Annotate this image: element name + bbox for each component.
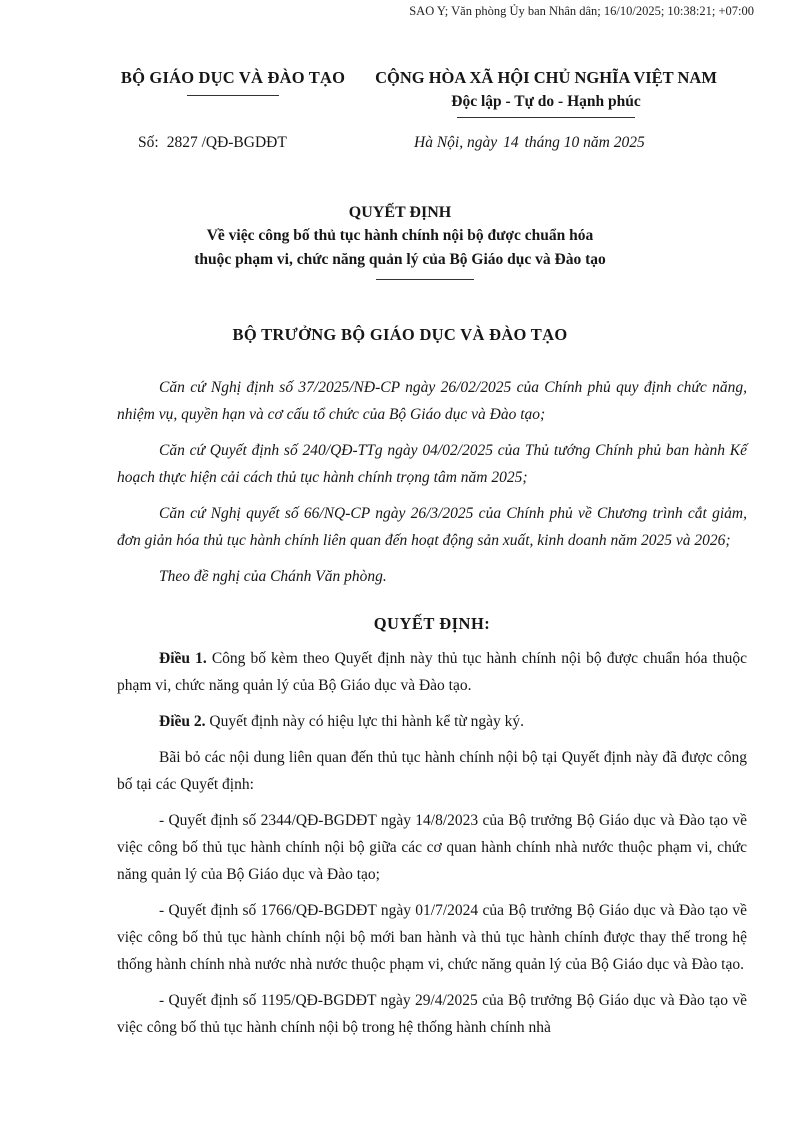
decision-heading: QUYẾT ĐỊNH: [373,614,491,633]
doc-number-value: 2827 [166,134,198,151]
motto-underline [457,117,635,118]
place-date-line [414,134,645,152]
document-type-title: QUYẾT ĐỊNH [348,204,452,221]
digital-copy-stamp: SAO Y; Văn phòng Ủy ban Nhân dân; 16/10/2025; 10:38:21; +07:00 [409,4,754,18]
national-name: CỘNG HÒA XÃ HỘI CHỦ NGHĨA VIỆT NAM [375,68,717,87]
document-body [117,374,747,1050]
article-2-label: Điều 2. [159,713,206,730]
article-1 [117,645,747,699]
legal-basis-1: Căn cứ Nghị định số 37/2025/NĐ-CP ngày 26/02/2025 của Chính phủ quy định chức năng, nhiệm vụ, quyền hạn và cơ cấu tổ chức của Bộ Giáo dục và Đào tạo; [117,379,747,423]
abolished-decision-1: - Quyết định số 2344/QĐ-BGDĐT ngày 14/8/2023 của Bộ trưởng Bộ Giáo dục và Đào tạo về việc công bố thủ tục hành chính nội bộ giữa các cơ quan hành chính nhà nước thuộc phạm vi, chức năng quản lý của Bộ Giáo dục và Đào tạo; [117,812,747,883]
subject-underline [376,279,474,280]
article-1-label: Điều 1. [159,650,207,667]
article-2-text: Quyết định này có hiệu lực thi hành kể từ ngày ký. [209,713,525,730]
doc-number-label: Số: [138,134,159,151]
date-rest: tháng 10 năm 2025 [524,134,645,151]
date-day: 14 [503,134,519,151]
article-2 [117,708,747,735]
issuing-agency-block [108,68,358,96]
national-motto: Độc lập - Tự do - Hạnh phúc [451,93,641,110]
issuing-agency-name: BỘ GIÁO DỤC VÀ ĐÀO TẠO [120,68,346,87]
national-heading-block [356,68,736,118]
document-number [138,134,287,152]
legal-basis-2: Căn cứ Quyết định số 240/QĐ-TTg ngày 04/02/2025 của Thủ tướng Chính phủ ban hành Kế hoạch thực hiện cải cách thủ tục hành chính trọng tâm năm 2025; [117,442,747,486]
agency-underline [187,95,279,96]
subject-line-2: thuộc phạm vi, chức năng quản lý của Bộ Giáo dục và Đào tạo [194,251,606,268]
subject-line-1: Về việc công bố thủ tục hành chính nội bộ được chuẩn hóa [206,227,594,244]
document-subject [0,224,800,272]
abolished-decision-2: - Quyết định số 1766/QĐ-BGDĐT ngày 01/7/2024 của Bộ trưởng Bộ Giáo dục và Đào tạo về việc công bố thủ tục hành chính nội bộ mới ban hành và thủ tục hành chính được thay thế trong hệ thống hành chính nhà nước nhà nước thuộc phạm vi, chức năng quản lý của Bộ Giáo dục và Đào tạo. [117,902,747,973]
article-1-text: Công bố kèm theo Quyết định này thủ tục hành chính nội bộ được chuẩn hóa thuộc phạm vi, chức năng quản lý của Bộ Giáo dục và Đào tạo. [117,650,748,694]
abolished-decision-3: - Quyết định số 1195/QĐ-BGDĐT ngày 29/4/2025 của Bộ trưởng Bộ Giáo dục và Đào tạo về việc công bố thủ tục hành chính nội bộ trong hệ thống hành chính nhà [117,992,747,1036]
doc-number-suffix: /QĐ-BGDĐT [201,134,287,151]
issuing-authority-title: BỘ TRƯỞNG BỘ GIÁO DỤC VÀ ĐÀO TẠO [232,325,568,344]
abolish-intro: Bãi bỏ các nội dung liên quan đến thủ tục hành chính nội bộ tại Quyết định này đã được công bố tại các Quyết định: [117,749,747,793]
legal-basis-4: Theo đề nghị của Chánh Văn phòng. [159,568,387,585]
date-prefix: Hà Nội, ngày [414,134,498,151]
legal-basis-3: Căn cứ Nghị quyết số 66/NQ-CP ngày 26/3/2025 của Chính phủ về Chương trình cắt giảm, đơn giản hóa thủ tục hành chính liên quan đến hoạt động sản xuất, kinh doanh năm 2025 và 2026; [117,505,747,549]
